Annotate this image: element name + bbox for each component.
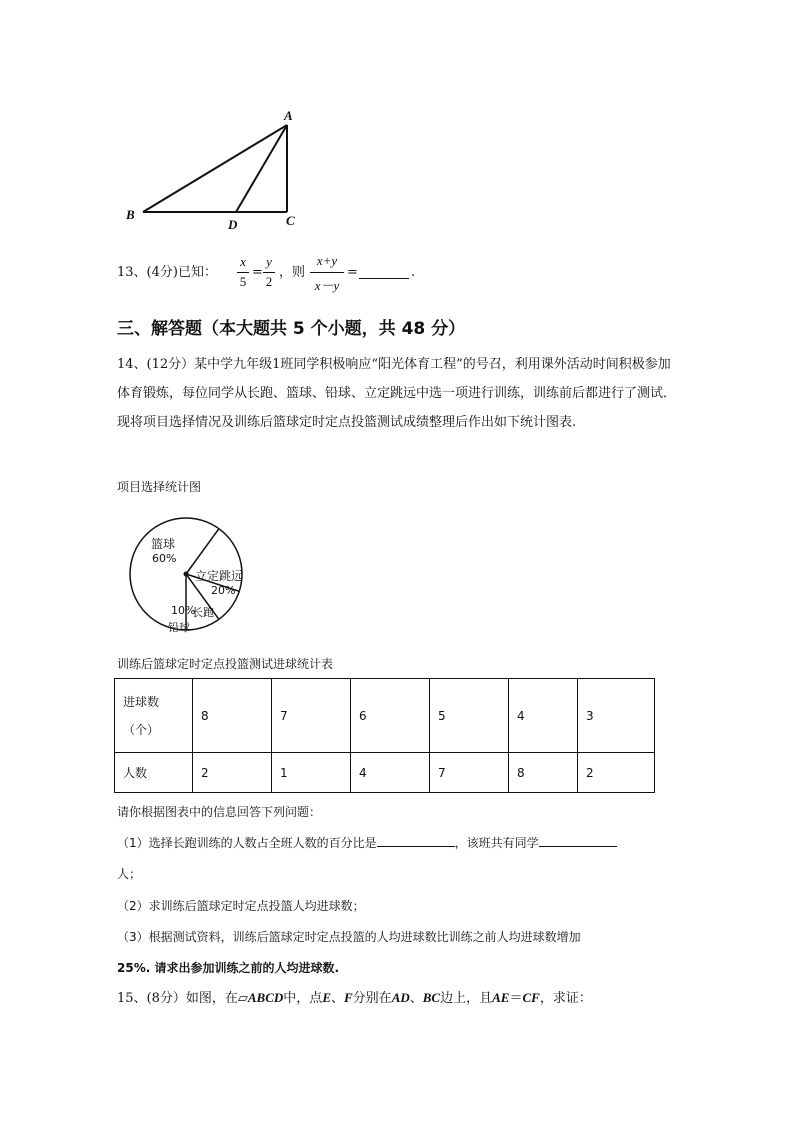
pie-label-long-jump: 立定跳远	[195, 569, 244, 583]
q14-part1-b: ，该班共有同学	[454, 836, 539, 850]
q15-bc: BC	[422, 990, 441, 1005]
label-b: B	[126, 207, 135, 222]
q13-frac1-num: x	[240, 254, 246, 269]
q15-e-text: ，求证：	[539, 991, 592, 1006]
table-cell: 2	[193, 753, 272, 793]
q14-part1-blank2[interactable]	[539, 834, 617, 847]
label-a: A	[284, 108, 293, 123]
header-line-2: （个）	[123, 722, 160, 737]
q15-c: 分别在	[352, 991, 392, 1006]
pie-label-basketball: 篮球	[151, 537, 176, 551]
q13-answer-blank[interactable]	[359, 278, 409, 279]
table-cell: 6	[351, 679, 430, 753]
segment-ad	[236, 125, 287, 212]
table-cell: 1	[272, 753, 351, 793]
table-row	[115, 679, 655, 753]
q15-f: F	[344, 990, 353, 1005]
pie-value-shotput: 10%	[171, 604, 196, 617]
q14-part1-c: 人；	[117, 867, 142, 881]
segment-ab	[143, 125, 287, 212]
q13-frac2-den: 2	[265, 274, 273, 289]
q14-part3-b: 25%. 请求出参加训练之前的人均进球数.	[117, 961, 340, 975]
table-title: 训练后篮球定时定点投篮测试进球统计表	[117, 657, 334, 671]
section-title: 三、解答题（本大题共 5 个小题，共 48 分）	[117, 319, 466, 339]
q15-a: 15、(8分）如图，在	[117, 991, 238, 1006]
header-line-1: 进球数	[123, 694, 160, 709]
q15-e: E	[322, 990, 331, 1005]
pie-label-shotput: 铅球	[168, 621, 190, 634]
pie-value-basketball: 60%	[152, 552, 177, 565]
q15-b: 中，点	[283, 991, 323, 1006]
q13-eq2: =	[347, 265, 358, 280]
pie-label-running: 长跑	[192, 606, 214, 619]
table-cell: 4	[351, 753, 430, 793]
table-cell: 4	[509, 679, 578, 753]
q13-frac3-num: x+y	[316, 253, 338, 268]
q15-text	[117, 989, 592, 1008]
pie-center	[184, 572, 189, 577]
table-header-cell: 人数	[115, 753, 193, 793]
q13-frac1-den: 5	[239, 274, 247, 289]
q13-then: ，则	[279, 265, 306, 280]
q14-part2: （2）求训练后篮球定时定点投篮人均进球数；	[117, 899, 365, 913]
q14-part1-blank1[interactable]	[377, 834, 455, 847]
pie-value-long-jump: 20%	[211, 584, 236, 597]
q15-sep: 、	[330, 991, 344, 1006]
table-cell: 2	[578, 753, 655, 793]
score-table	[114, 678, 655, 793]
table-cell: 8	[193, 679, 272, 753]
q14-part1-a: （1）选择长跑训练的人数占全班人数的百分比是	[117, 836, 377, 850]
q15-d: 边上，且	[440, 991, 493, 1006]
q14-prompt: 请你根据图表中的信息回答下列问题：	[117, 805, 322, 819]
table-cell: 5	[430, 679, 509, 753]
q14-part1	[117, 834, 617, 852]
table-header-cell	[115, 679, 193, 753]
q15-eq: ＝	[509, 991, 523, 1006]
q13-prefix: 13、(4分)已知：	[117, 265, 217, 280]
table-row	[115, 753, 655, 793]
table-cell: 3	[578, 679, 655, 753]
q15-abcd: ABCD	[247, 990, 284, 1005]
q14-intro: 14、(12分）某中学九年级1班同学积极响应“阳光体育工程”的号召，利用课外活动时间积极参加体育锻炼，每位同学从长跑、篮球、铅球、立定跳远中选一项进行训练，训练前后都进行了测试．现将项目选择情况及训练后篮球定时定点投篮测试成绩整理后作出如下统计图表.	[117, 357, 677, 430]
q13-frac2-num: y	[266, 254, 272, 269]
q13-frac3-den: x－y	[314, 278, 340, 293]
table-cell: 7	[272, 679, 351, 753]
label-c: C	[286, 213, 295, 228]
q13-eq: =	[252, 265, 263, 280]
q15-comma: 、	[409, 991, 423, 1006]
q14-part3-a: （3）根据测试资料，训练后篮球定时定点投篮的人均进球数比训练之前人均进球数增加	[117, 930, 581, 944]
q15-para-symbol: ▱	[237, 991, 248, 1006]
q15-ad: AD	[391, 990, 410, 1005]
q15-cf: CF	[522, 990, 540, 1005]
q15-ae: AE	[492, 990, 510, 1005]
table-cell: 8	[509, 753, 578, 793]
label-d: D	[228, 217, 238, 232]
table-cell: 7	[430, 753, 509, 793]
q13-end: .	[411, 265, 416, 280]
pie-title: 项目选择统计图	[117, 480, 202, 494]
